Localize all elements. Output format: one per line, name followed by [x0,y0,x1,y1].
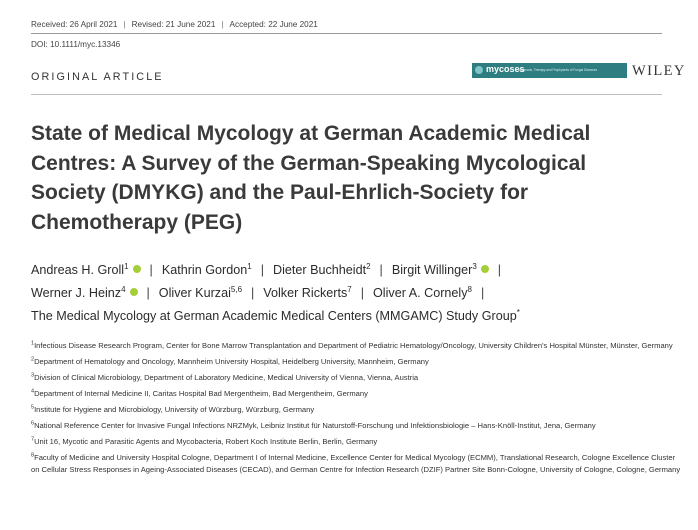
author-separator: | [146,286,150,300]
author[interactable] [162,263,252,277]
affiliation-number: 7 [31,436,35,443]
affiliation-sup: 2 [366,261,371,271]
author-name: Volker Rickerts [263,286,348,300]
author[interactable] [31,286,138,300]
affiliation-list [31,340,681,480]
accepted-date: Accepted: 22 June 2021 [229,20,318,29]
orcid-icon[interactable] [481,265,489,273]
author-name: Andreas H. Groll [31,263,125,277]
affiliation-text: Department of Hematology and Oncology, Mannheim University Hospital, Heidelberg University, Mannheim, Germany [34,357,429,366]
author-list [31,259,661,328]
affiliation-number: 8 [31,452,35,459]
revised-date: Revised: 21 June 2021 [131,20,216,29]
affiliation-sup: 4 [121,284,126,294]
journal-subtitle: Diagnosis, Therapy and Prophylaxis of Fungal Diseases [518,68,598,72]
author-separator: | [149,263,153,277]
affiliation-text: National Reference Center for Invasive Fungal Infections NRZMyk, Leibniz Institut für Naturstoff-Forschung und Infektionsbiologie – Hans-Knöll-Institut, Jena, Germany [34,421,596,430]
affiliation-item [31,356,681,368]
affiliation-sup: 1 [247,261,252,271]
publisher-logo[interactable]: WILEY [632,63,686,79]
affiliation-item [31,436,681,448]
affiliation-item [31,372,681,384]
affiliation-number: 3 [31,372,35,379]
author[interactable] [159,286,242,300]
study-group-footnote-mark: * [516,307,520,317]
author-name: Oliver Kurzai [158,286,231,300]
history-dates [31,20,667,29]
study-group [31,309,520,323]
header-divider [31,33,662,34]
author-name: Kathrin Gordon [161,263,248,277]
affiliation-item [31,388,681,400]
author-separator: | [260,263,264,277]
author[interactable] [373,286,472,300]
affiliation-sup: 1 [124,261,129,271]
affiliation-number: 1 [31,340,35,347]
affiliation-number: 5 [31,404,35,411]
author-separator: | [480,286,485,300]
author-separator: | [497,263,502,277]
affiliation-sup: 5,6 [230,284,243,294]
affiliation-text: Infectious Disease Research Program, Center for Bone Marrow Transplantation and Department of Pediatric Hematology/Oncology, University Children's Hospital Münster, Münster, Germany [34,341,673,350]
article-title: State of Medical Mycology at German Academic Medical Centres: A Survey of the German-Speaking Mycological Society (DMYKG) and the Paul-Ehrlich-Society for Chemotherapy (PEG) [31,122,591,234]
orcid-icon[interactable] [130,288,138,296]
affiliation-text: Institute for Hygiene and Microbiology, University of Würzburg, Würzburg, Germany [34,405,315,414]
author-name: Dieter Buchheidt [272,263,367,277]
affiliation-item [31,404,681,416]
date-separator: | [221,20,224,29]
affiliation-item [31,452,681,475]
affiliation-number: 6 [31,420,35,427]
orcid-icon[interactable] [133,265,141,273]
author[interactable] [31,263,141,277]
affiliation-number: 4 [31,388,35,395]
author-name: Birgit Willinger [391,263,473,277]
affiliation-item [31,420,681,432]
affiliation-text: Department of Internal Medicine II, Caritas Hospital Bad Mergentheim, Bad Mergentheim, Germany [34,389,368,398]
affiliation-text: Unit 16, Mycotic and Parasitic Agents and Mycobacteria, Robert Koch Institute Berlin, Berlin, Germany [34,437,378,446]
study-group-name: The Medical Mycology at German Academic Medical Centers (MMGAMC) Study Group [31,309,517,323]
journal-mark-icon [475,66,483,74]
author[interactable] [392,263,489,277]
article-type-divider [31,94,662,95]
affiliation-sup: 3 [472,261,477,271]
article-type-label: ORIGINAL ARTICLE [31,71,164,83]
journal-logo[interactable] [472,63,627,78]
affiliation-sup: 7 [347,284,352,294]
author-separator: | [379,263,383,277]
author[interactable] [263,286,351,300]
doi-link[interactable]: DOI: 10.1111/myc.13346 [31,40,121,49]
affiliation-number: 2 [31,356,35,363]
affiliation-text: Division of Clinical Microbiology, Department of Laboratory Medicine, Medical University of Vienna, Vienna, Austria [34,373,419,382]
affiliation-sup: 8 [467,284,472,294]
affiliation-text: Faculty of Medicine and University Hospital Cologne, Department I of Internal Medicine, Excellence Center for Medical Mycology (ECMM), Translational Research, Cologne Excellence Cluster on Cellular Stress Responses in Ageing-Associated Diseases (CECAD), and German Centre for Infection Research (DZIF) Partner Site Bonn-Cologne, University of Cologne, Cologne, Germany [31,453,681,474]
author-name: Oliver A. Cornely [373,286,468,300]
author[interactable] [273,263,371,277]
received-date: Received: 26 April 2021 [31,20,118,29]
author-separator: | [251,286,255,300]
journal-name: mycoses [486,64,525,74]
author-name: Werner J. Heinz [31,286,122,300]
affiliation-item [31,340,681,352]
author-separator: | [360,286,365,300]
date-separator: | [123,20,126,29]
